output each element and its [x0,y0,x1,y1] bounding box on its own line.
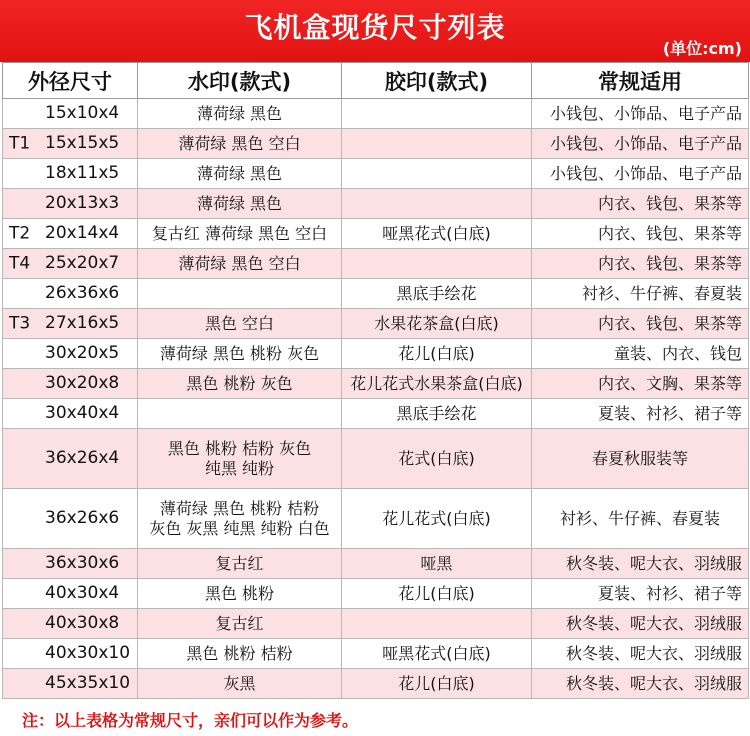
size-value: 15x10x4 [45,102,120,123]
size-value: 36x26x6 [45,507,120,528]
usage-cell: 衬衫、牛仔裤、春夏装 [532,489,749,549]
usage-cell: 小钱包、小饰品、电子产品 [532,99,749,129]
size-value: 40x30x8 [45,612,120,633]
offset-style-cell [342,129,532,159]
usage-cell: 内衣、钱包、果茶等 [532,249,749,279]
column-header-usage: 常规适用 [532,63,749,99]
usage-cell: 衬衫、牛仔裤、春夏装 [532,279,749,309]
table-row [3,129,749,159]
watermark-style-text: 黑色 桃粉 灰色 [186,373,293,393]
watermark-style-cell [138,579,342,609]
table-row [3,609,749,639]
watermark-style-cell [138,609,342,639]
watermark-style-cell [138,399,342,429]
model-tag: T1 [9,132,31,153]
watermark-style-text: 黑色 桃粉 [204,583,275,603]
table-row [3,549,749,579]
size-value: 30x20x5 [45,342,120,363]
size-value: 20x13x3 [45,192,120,213]
watermark-style-cell [138,219,342,249]
table-row [3,669,749,699]
usage-cell: 童装、内衣、钱包 [532,339,749,369]
table-row [3,189,749,219]
size-value: 18x11x5 [45,162,120,183]
size-cell [3,369,138,399]
table-row [3,249,749,279]
size-value: 25x20x7 [45,252,120,273]
watermark-style-text: 薄荷绿 黑色 [196,193,283,213]
usage-cell: 春夏秋服装等 [532,429,749,489]
table-row [3,579,749,609]
offset-style-cell: 花儿(白底) [342,339,532,369]
usage-cell: 夏装、衬衫、裙子等 [532,579,749,609]
watermark-style-text: 薄荷绿 黑色 桃粉 桔粉 灰色 灰黑 纯黑 纯粉 白色 [149,498,330,538]
offset-style-cell: 哑黑花式(白底) [342,639,532,669]
size-value: 40x30x10 [45,642,131,663]
column-header-offset: 胶印(款式) [342,63,532,99]
model-tag: T2 [9,222,31,243]
column-header-watermark: 水印(款式) [138,63,342,99]
offset-style-cell: 水果花茶盒(白底) [342,309,532,339]
table-row [3,639,749,669]
size-cell [3,189,138,219]
offset-style-cell [342,249,532,279]
table-row [3,309,749,339]
table-row [3,399,749,429]
offset-style-cell [342,99,532,129]
usage-cell: 秋冬装、呢大衣、羽绒服 [532,609,749,639]
watermark-style-cell [138,489,342,549]
watermark-style-text: 薄荷绿 黑色 桃粉 灰色 [159,343,320,363]
size-value: 30x40x4 [45,402,120,423]
footnote: 注：以上表格为常规尺寸，亲们可以作为参考。 [22,711,359,730]
table-row [3,429,749,489]
size-value: 30x20x8 [45,372,120,393]
size-cell [3,399,138,429]
watermark-style-text: 复古红 [215,613,264,633]
table-body [3,99,749,699]
usage-cell: 内衣、文胸、果茶等 [532,369,749,399]
table-row [3,279,749,309]
watermark-style-cell [138,639,342,669]
watermark-style-cell [138,669,342,699]
watermark-style-text: 薄荷绿 黑色 空白 [178,133,301,153]
watermark-style-text: 黑色 桃粉 桔粉 灰色 纯黑 纯粉 [167,438,312,478]
size-cell [3,549,138,579]
watermark-style-cell [138,249,342,279]
size-cell [3,429,138,489]
usage-cell: 秋冬装、呢大衣、羽绒服 [532,669,749,699]
watermark-style-cell [138,549,342,579]
size-value: 36x26x4 [45,447,120,468]
table-row [3,99,749,129]
table-row [3,369,749,399]
offset-style-cell [342,609,532,639]
size-cell [3,249,138,279]
size-cell [3,339,138,369]
size-cell [3,489,138,549]
watermark-style-cell [138,99,342,129]
watermark-style-text: 复古红 薄荷绿 黑色 空白 [151,223,328,243]
title-banner [0,0,750,62]
watermark-style-cell [138,369,342,399]
offset-style-cell: 花儿(白底) [342,579,532,609]
size-cell [3,669,138,699]
usage-cell: 小钱包、小饰品、电子产品 [532,159,749,189]
size-cell [3,309,138,339]
usage-cell: 秋冬装、呢大衣、羽绒服 [532,549,749,579]
size-value: 26x36x6 [45,282,120,303]
watermark-style-text: 黑色 桃粉 桔粉 [186,643,293,663]
offset-style-cell: 花儿(白底) [342,669,532,699]
table-row [3,219,749,249]
table-header-row [3,63,749,99]
offset-style-cell: 哑黑花式(白底) [342,219,532,249]
size-cell [3,129,138,159]
watermark-style-cell [138,309,342,339]
watermark-style-cell [138,339,342,369]
column-header-size: 外径尺寸 [3,63,138,99]
watermark-style-text: 薄荷绿 黑色 [196,163,283,183]
usage-cell: 内衣、钱包、果茶等 [532,189,749,219]
watermark-style-cell [138,159,342,189]
watermark-style-text: 薄荷绿 黑色 [196,103,283,123]
offset-style-cell: 花式(白底) [342,429,532,489]
table-row [3,339,749,369]
size-value: 27x16x5 [45,312,120,333]
size-cell [3,159,138,189]
model-tag: T3 [9,312,31,333]
model-tag: T4 [9,252,31,273]
offset-style-cell [342,159,532,189]
watermark-style-text: 复古红 [215,553,264,573]
size-cell [3,99,138,129]
watermark-style-cell [138,189,342,219]
offset-style-cell: 哑黑 [342,549,532,579]
size-value: 40x30x4 [45,582,120,603]
offset-style-cell: 黑底手绘花 [342,399,532,429]
usage-cell: 内衣、钱包、果茶等 [532,309,749,339]
size-value: 45x35x10 [45,672,131,693]
size-table [2,62,749,699]
usage-cell: 内衣、钱包、果茶等 [532,219,749,249]
size-cell [3,639,138,669]
page-title: 飞机盒现货尺寸列表 [244,11,506,44]
offset-style-cell: 黑底手绘花 [342,279,532,309]
size-value: 15x15x5 [45,132,120,153]
watermark-style-text: 薄荷绿 黑色 空白 [178,253,301,273]
size-cell [3,609,138,639]
size-cell [3,219,138,249]
unit-label: (单位:cm) [662,39,742,58]
watermark-style-text: 灰黑 [223,673,256,693]
size-value: 36x30x6 [45,552,120,573]
table-row [3,159,749,189]
watermark-style-text: 黑色 空白 [204,313,275,333]
size-cell [3,279,138,309]
watermark-style-cell [138,279,342,309]
usage-cell: 夏装、衬衫、裙子等 [532,399,749,429]
usage-cell: 小钱包、小饰品、电子产品 [532,129,749,159]
watermark-style-cell [138,429,342,489]
table-row [3,489,749,549]
usage-cell: 秋冬装、呢大衣、羽绒服 [532,639,749,669]
offset-style-cell [342,189,532,219]
watermark-style-cell [138,129,342,159]
offset-style-cell: 花儿花式(白底) [342,489,532,549]
offset-style-cell: 花儿花式水果茶盒(白底) [342,369,532,399]
size-value: 20x14x4 [45,222,120,243]
size-cell [3,579,138,609]
